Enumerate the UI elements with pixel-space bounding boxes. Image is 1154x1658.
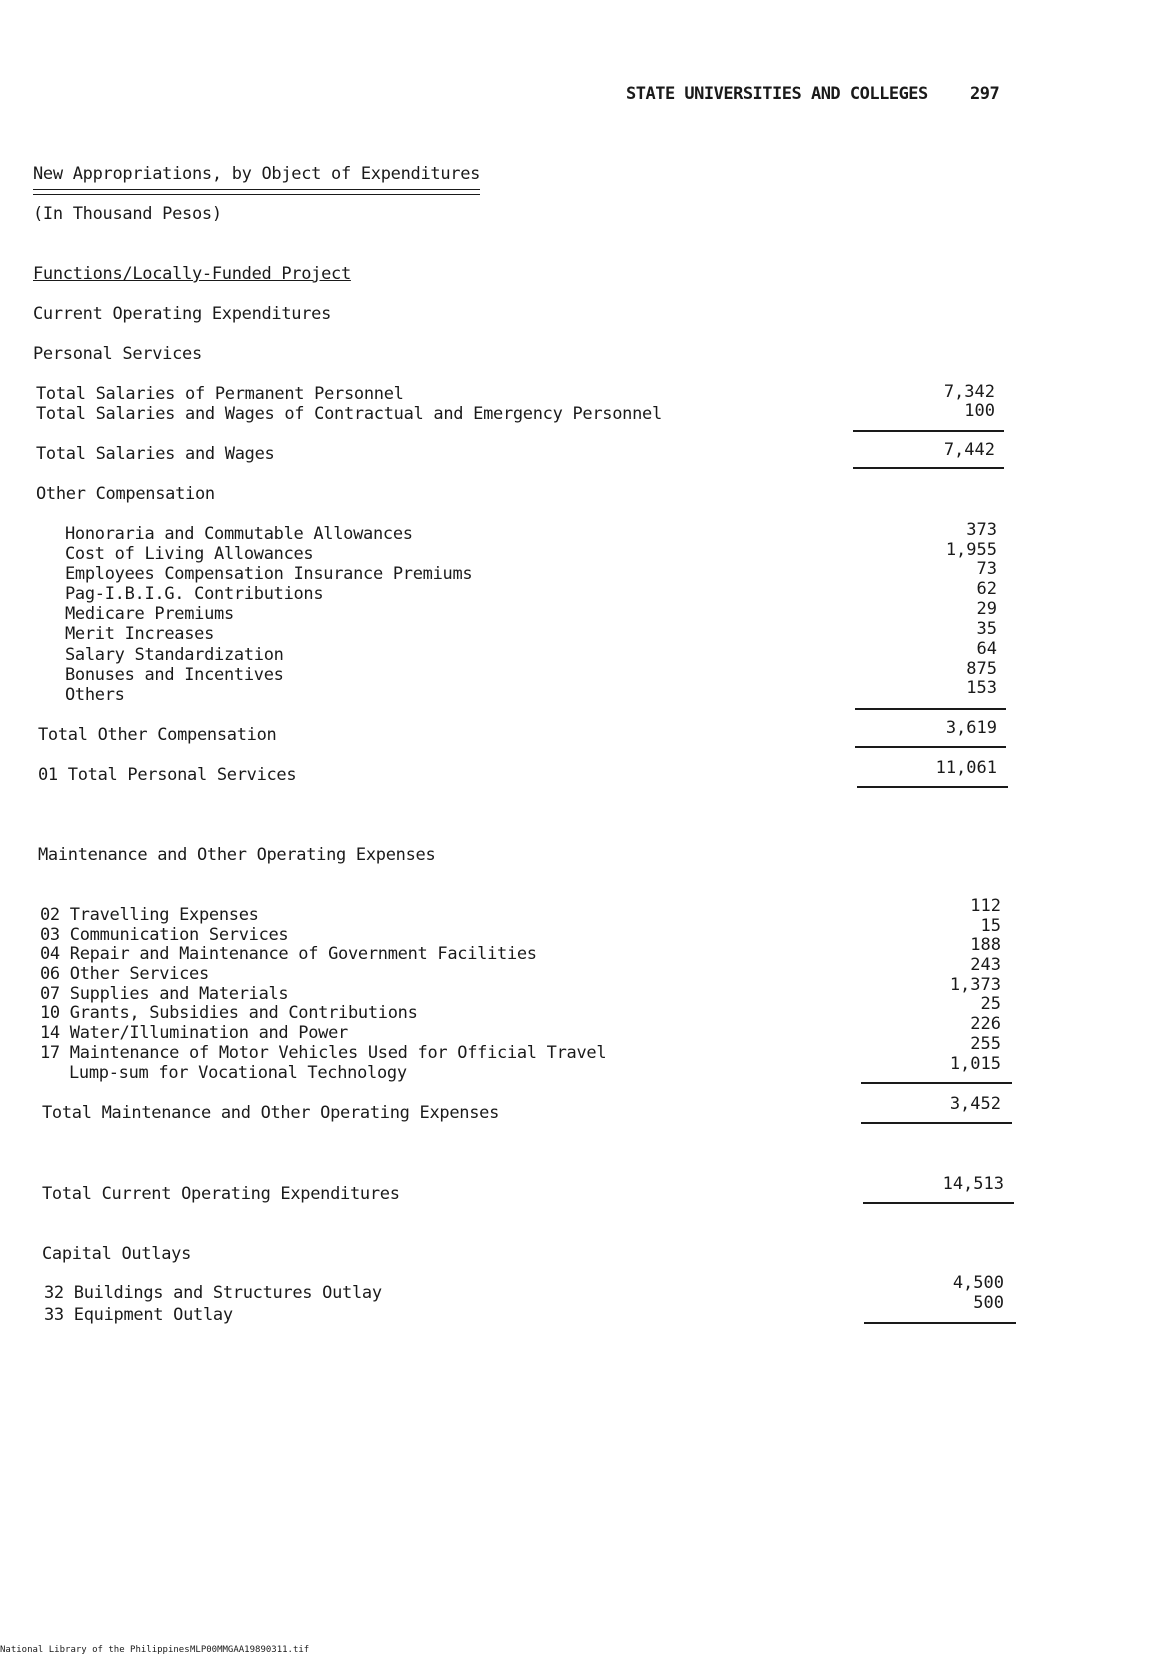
mooe-row-label: 10 Grants, Subsidies and Contributions	[40, 1003, 418, 1023]
other-comp-row-value: 73	[976, 559, 997, 579]
salary-row-label: Total Salaries and Wages of Contractual and Emergency Personnel	[36, 404, 662, 424]
total-rule	[857, 786, 1008, 788]
other-comp-row-value: 153	[966, 678, 997, 698]
total-current-label: Total Current Operating Expenditures	[42, 1184, 400, 1204]
total-salaries-value: 7,442	[943, 440, 995, 460]
salary-row-value: 7,342	[943, 382, 995, 402]
other-compensation-heading: Other Compensation	[36, 484, 215, 504]
total-other-comp-value: 3,619	[945, 718, 997, 738]
other-comp-row-label: Honoraria and Commutable Allowances	[65, 524, 413, 544]
total-personal-services-label: 01 Total Personal Services	[38, 765, 297, 785]
mooe-row-value: 1,015	[949, 1054, 1001, 1074]
salary-row-label: Total Salaries of Permanent Personnel	[36, 384, 404, 404]
other-comp-row-label: Cost of Living Allowances	[65, 544, 314, 564]
mooe-row-value: 112	[970, 896, 1001, 916]
other-comp-row-value: 875	[966, 659, 997, 679]
footer-file: MLP00MMGAA19890311.tif	[190, 1645, 310, 1655]
capital-row-label: 32 Buildings and Structures Outlay	[44, 1283, 382, 1303]
mooe-row-label: 04 Repair and Maintenance of Government Facilities	[40, 944, 537, 964]
total-salaries-label: Total Salaries and Wages	[36, 444, 275, 464]
other-comp-row-value: 62	[976, 579, 997, 599]
total-mooe-label: Total Maintenance and Other Operating Expenses	[42, 1103, 500, 1123]
mooe-heading: Maintenance and Other Operating Expenses	[38, 845, 436, 865]
footer-library: National Library of the Philippines	[0, 1645, 190, 1655]
table-title: New Appropriations, by Object of Expenditures	[33, 164, 481, 184]
salary-row-value: 100	[964, 401, 995, 421]
other-comp-row-label: Salary Standardization	[65, 645, 284, 665]
mooe-row-label: 14 Water/Illumination and Power	[40, 1023, 348, 1043]
mooe-row-value: 243	[970, 955, 1001, 975]
project-heading: Functions/Locally-Funded Project	[33, 264, 351, 284]
other-comp-row-value: 1,955	[945, 540, 997, 560]
other-comp-row-label: Bonuses and Incentives	[65, 665, 284, 685]
other-comp-row-label: Employees Compensation Insurance Premiums	[65, 564, 473, 584]
subtotal-rule	[853, 430, 1004, 432]
subtotal-rule	[861, 1082, 1012, 1084]
mooe-row-label: 03 Communication Services	[40, 925, 289, 945]
capital-row-label: 33 Equipment Outlay	[44, 1305, 233, 1325]
total-other-comp-label: Total Other Compensation	[38, 725, 277, 745]
current-operating-heading: Current Operating Expenditures	[33, 304, 332, 324]
mooe-row-value: 15	[980, 916, 1001, 936]
mooe-row-label: 06 Other Services	[40, 964, 209, 984]
page-number: 297	[970, 84, 1000, 104]
mooe-row-value: 226	[970, 1014, 1001, 1034]
title-rule-1	[33, 189, 480, 190]
other-comp-row-label: Others	[65, 685, 125, 705]
total-rule	[861, 1122, 1012, 1124]
unit-label: (In Thousand Pesos)	[33, 204, 222, 224]
mooe-row-label: 17 Maintenance of Motor Vehicles Used for Official Travel	[40, 1043, 607, 1063]
subtotal-rule	[864, 1322, 1016, 1324]
mooe-row-label: 02 Travelling Expenses	[40, 905, 259, 925]
capital-row-value: 500	[973, 1293, 1004, 1313]
mooe-row-value: 25	[980, 994, 1001, 1014]
total-mooe-value: 3,452	[949, 1094, 1001, 1114]
capital-outlays-heading: Capital Outlays	[42, 1244, 192, 1264]
other-comp-row-value: 35	[976, 619, 997, 639]
subtotal-rule	[855, 708, 1006, 710]
capital-row-value: 4,500	[952, 1273, 1004, 1293]
mooe-row-label: Lump-sum for Vocational Technology	[69, 1063, 407, 1083]
total-rule	[855, 746, 1006, 748]
mooe-row-label: 07 Supplies and Materials	[40, 984, 289, 1004]
mooe-row-value: 1,373	[949, 975, 1001, 995]
other-comp-row-label: Merit Increases	[65, 624, 215, 644]
mooe-row-value: 188	[970, 935, 1001, 955]
mooe-row-value: 255	[970, 1034, 1001, 1054]
section-header: STATE UNIVERSITIES AND COLLEGES	[626, 84, 928, 104]
other-comp-row-label: Medicare Premiums	[65, 604, 234, 624]
personal-services-heading: Personal Services	[33, 344, 202, 364]
total-current-value: 14,513	[942, 1174, 1004, 1194]
title-rule-2	[33, 194, 480, 195]
total-personal-services-value: 11,061	[935, 758, 997, 778]
total-rule	[853, 467, 1004, 469]
other-comp-row-value: 64	[976, 639, 997, 659]
total-rule	[863, 1202, 1014, 1204]
other-comp-row-label: Pag-I.B.I.G. Contributions	[65, 584, 324, 604]
other-comp-row-value: 29	[976, 599, 997, 619]
other-comp-row-value: 373	[966, 520, 997, 540]
